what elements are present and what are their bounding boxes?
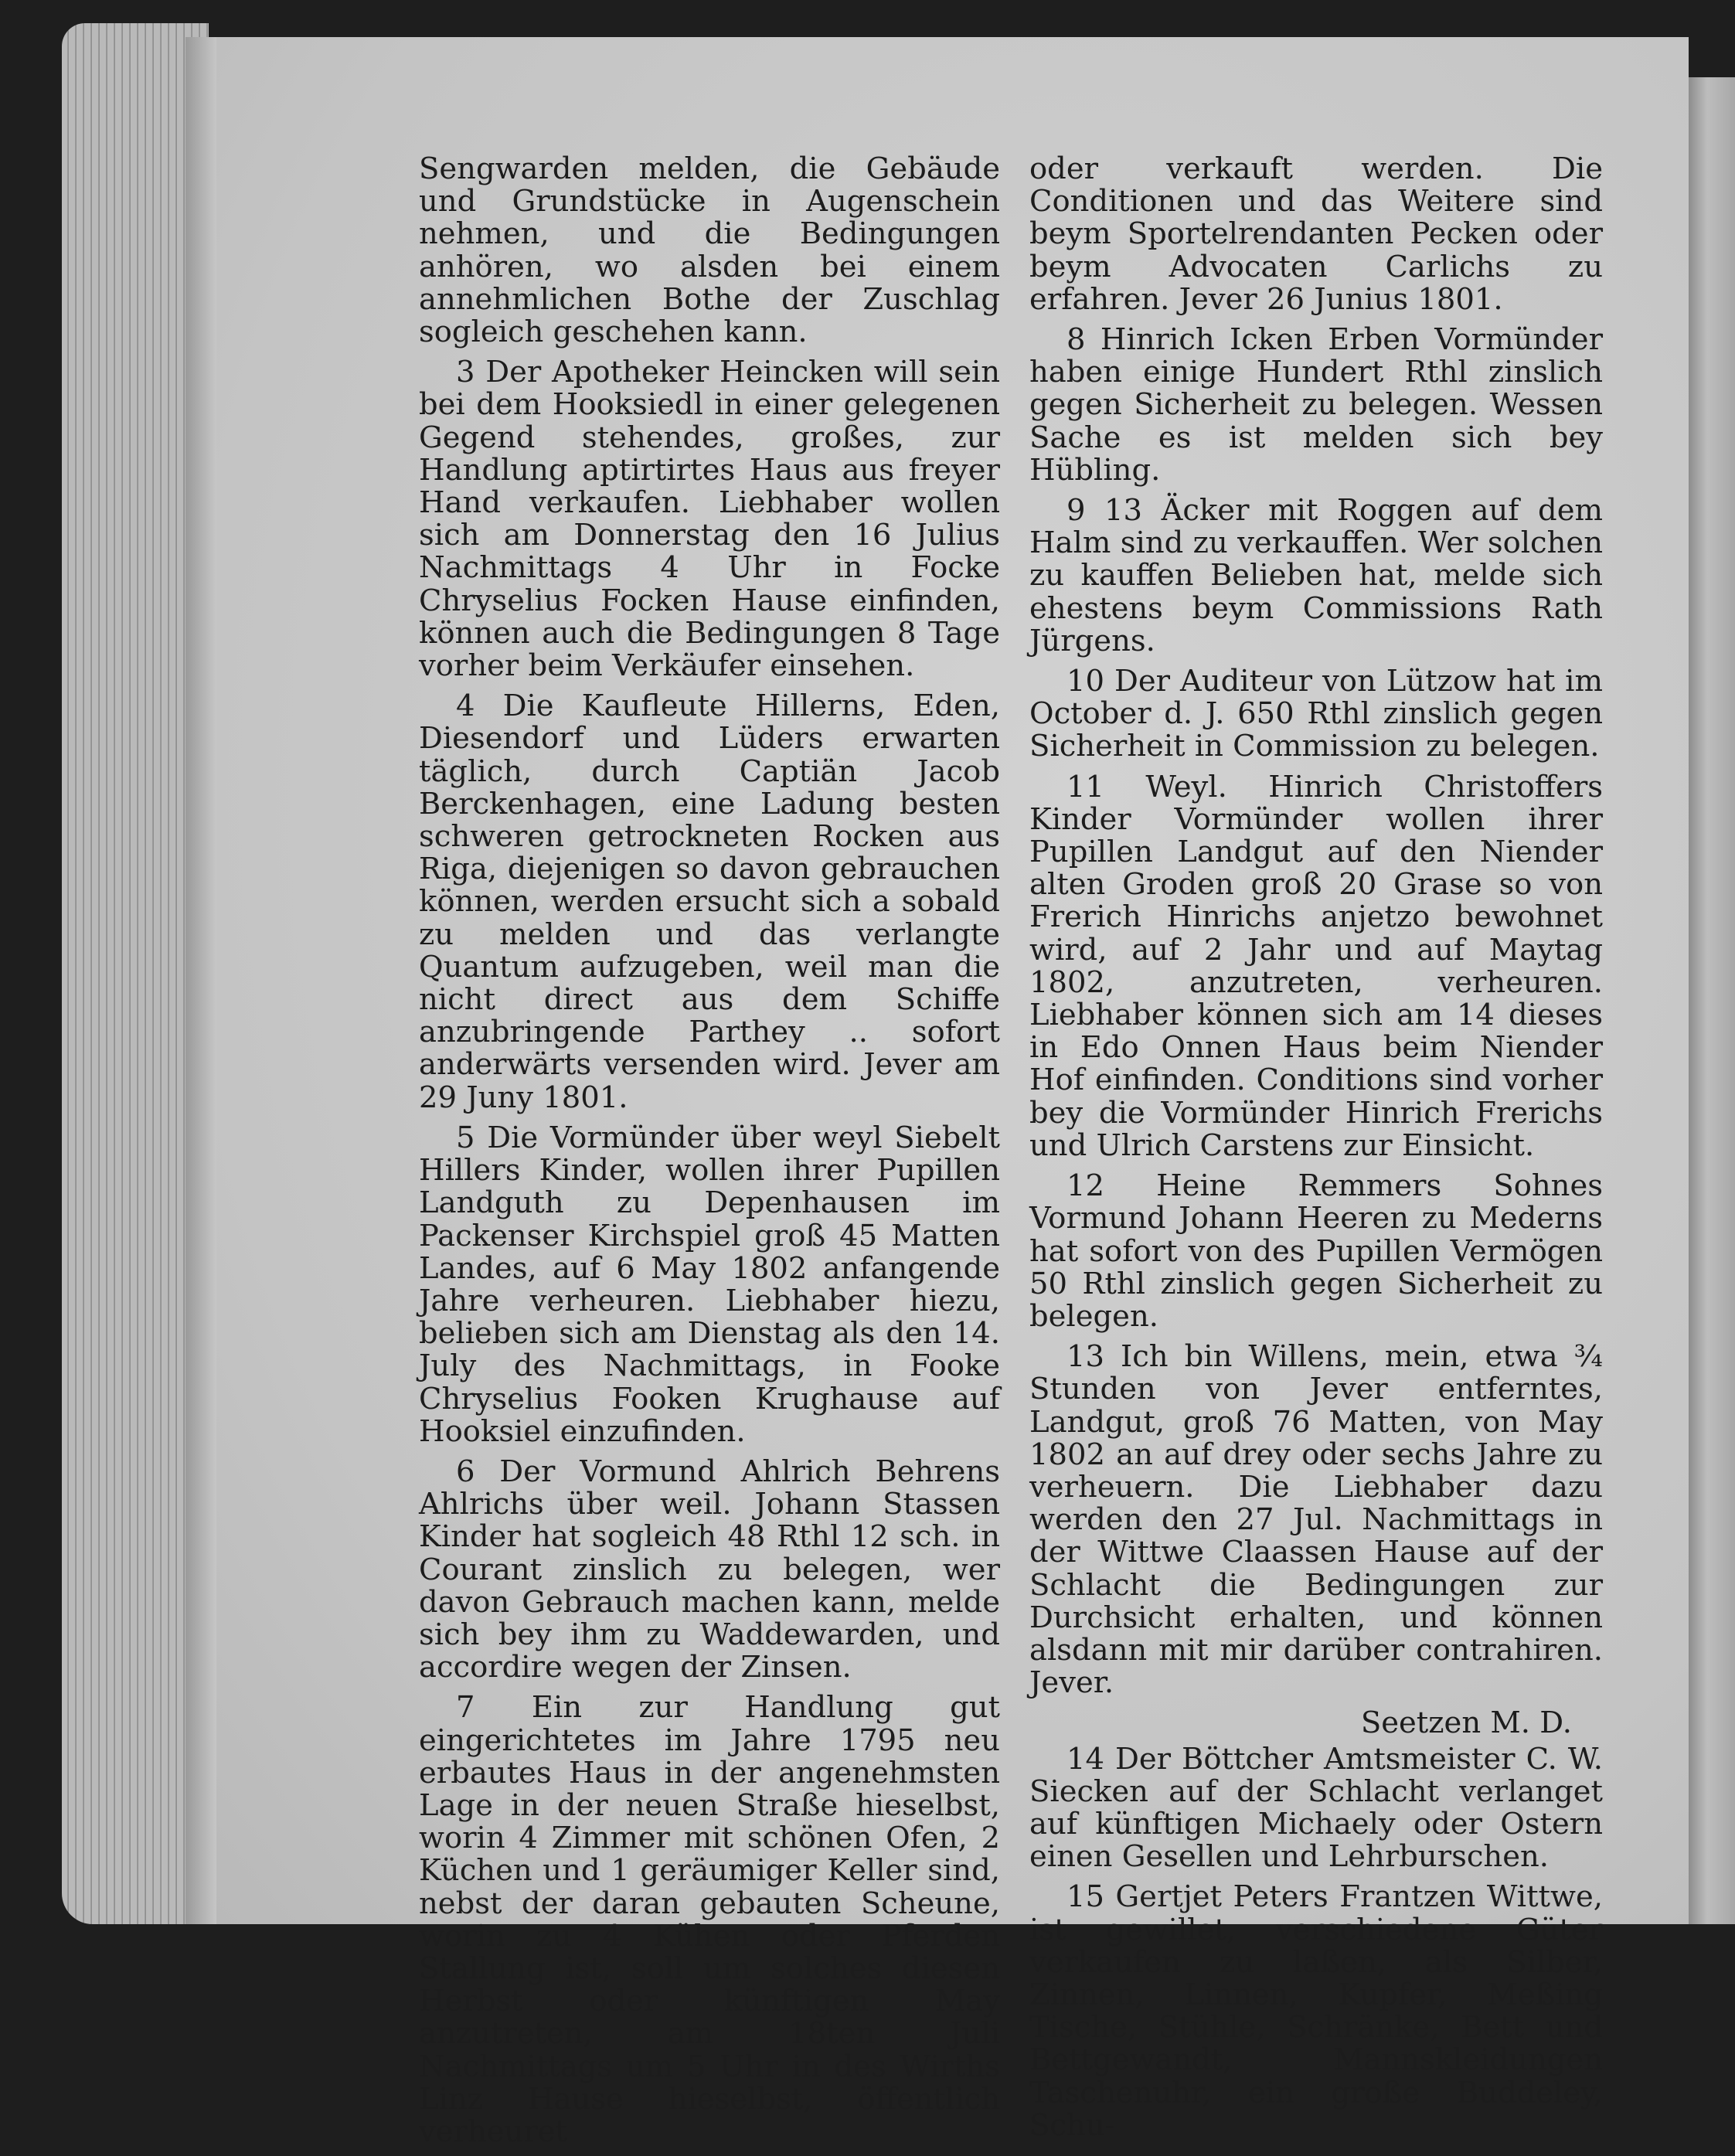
notice-paragraph: 15 Gertjet Peters Frantzen Wittwe, ist gewillet, verschiedene Güter verkaufen zu laßen, als Silber, Zinnen, Linnen, Kupfer, Meßing Tische, Stühle, Schränke, Bett und Bettgewandt, Mannskleidungen Taschenuhr, ein große Buddeley, Schu- <box>1029 1879 1603 2143</box>
notice-paragraph: 11 Weyl. Hinrich Christoffers Kinder Vormünder wollen ihrer Pupillen Landgut auf den Niender alten Groden groß 20 Grase so von Frerich Hinrichs anjetzo bewohnet wird, auf 2 Jahr und auf Maytag 1802, anzutreten, verheuren. Liebhaber können sich am 14 dieses in Edo Onnen Haus beim Niender Hof einfinden. Conditions sind vorher bey die Vormünder Hinrich Frerichs und Ulrich Carstens zur Einsicht. <box>1029 769 1603 1163</box>
notice-paragraph: 14 Der Böttcher Amtsmeister C. W. Siecken auf der Schlacht verlanget auf künftigen Michaely oder Ostern einen Gesellen und Lehrburschen. <box>1029 1741 1603 1875</box>
notice-paragraph: 8 Hinrich Icken Erben Vormünder haben einige Hundert Rthl zinslich gegen Sicherheit zu belegen. Wessen Sache es ist melden sich bey Hübling. <box>1029 322 1603 488</box>
notice-paragraph: 6 Der Vormund Ahlrich Behrens Ahlrichs über weil. Johann Stassen Kinder hat sogleich 48 Rthl 12 sch. in Courant zinslich zu belegen, wer davon Gebrauch machen kann, melde sich bey ihm zu Waddewarden, und accordire wegen der Zinsen. <box>419 1454 1000 1685</box>
notice-paragraph: 13 Ich bin Willens, mein, etwa ¾ Stunden von Jever entferntes, Landgut, groß 76 Matten, von May 1802 an auf drey oder sechs Jahre zu verheuern. Die Liebhaber dazu werden den 27 Jul. Nachmittags in der Wittwe Claassen Hause auf der Schlacht die Bedingungen zur Durchsicht erhalten, und können alsdann mit mir darüber contrahiren. Jever. <box>1029 1339 1603 1701</box>
notice-paragraph: 3 Der Apotheker Heincken will sein bei dem Hooksiedl in einer gelegenen Gegend stehendes, großes, zur Handlung aptirtirtes Haus aus freyer Hand verkaufen. Liebhaber wollen sich am Donnerstag den 16 Julius Nachmittags 4 Uhr in Focke Chryselius Focken Hause einfinden, können auch die Bedingungen 8 Tage vorher beim Verkäufer einsehen. <box>419 355 1000 684</box>
notice-paragraph: Sengwarden melden, die Gebäude und Grundstücke in Augenschein nehmen, und die Bedingungen anhören, wo alsden bei einem annehmlichen Bothe der Zuschlag sogleich geschehen kann. <box>419 151 1000 350</box>
notice-paragraph: 9 13 Äcker mit Roggen auf dem Halm sind zu verkauffen. Wer solchen zu kauffen Belieben hat, melde sich ehestens beym Commissions Rath Jürgens. <box>1029 493 1603 658</box>
next-page-edge <box>1689 77 1735 2035</box>
right-column <box>1029 153 1603 2150</box>
notice-paragraph: 5 Die Vormünder über weyl Siebelt Hillers Kinder, wollen ihrer Pupillen Landguth zu Depenhausen im Packenser Kirchspiel groß 45 Matten Landes, auf 6 May 1802 anfangende Jahre verheuren. Liebhaber hiezu, belieben sich am Dienstag als den 14. July des Nachmittags, in Fooke Chryselius Fooken Krughause auf Hooksiel einzufinden. <box>419 1120 1000 1449</box>
notice-paragraph: 4 Die Kaufleute Hillerns, Eden, Diesendorf und Lüders erwarten täglich, durch Captiän Jacob Berckenhagen, eine Ladung besten schweren getrockneten Rocken aus Riga, diejenigen so davon gebrauchen können, werden ersucht sich a sobald zu melden und das verlangte Quantum aufzugeben, weil man die nicht direct aus dem Schiffe anzubringende Parthey .. sofort anderwärts versenden wird. Jever am 29 Juny 1801. <box>419 689 1000 1115</box>
notice-paragraph: 10 Der Auditeur von Lützow hat im October d. J. 650 Rthl zinslich gegen Sicherheit in Commission zu belegen. <box>1029 664 1603 764</box>
left-column <box>419 153 1000 2156</box>
signature: Seetzen M. D. <box>1360 1705 1572 1741</box>
notice-paragraph: 12 Heine Remmers Sohnes Vormund Johann Heeren zu Mederns hat sofort von des Pupillen Vermögen 50 Rthl zinslich gegen Sicherheit zu belegen. <box>1029 1168 1603 1334</box>
notice-paragraph: oder verkauft werden. Die Conditionen und das Weitere sind beym Sportelrendanten Pecken oder beym Advocaten Carlichs zu erfahren. Jever 26 Junius 1801. <box>1029 151 1603 317</box>
notice-paragraph: 7 Ein zur Handlung gut eingerichtetes im Jahre 1795 neu erbautes Haus in der angenehmsten Lage in der neuen Straße hieselbst, worin 4 Zimmer mit schönen Ofen, 2 Küchen und 1 geräumiger Keller sind, nebst der daran gebauten Scheune, worin zu 4 Kühen oder Pferden Stallung ist, soll um solches diesen Herbst oder künftigen May anzutreten, am 18ten Juli Nachmittags um 5 Uhr in des Wirths Linz Hause hieselbst, öffentlich verheuret <box>419 1690 1000 2149</box>
page-gutter <box>185 37 216 1938</box>
